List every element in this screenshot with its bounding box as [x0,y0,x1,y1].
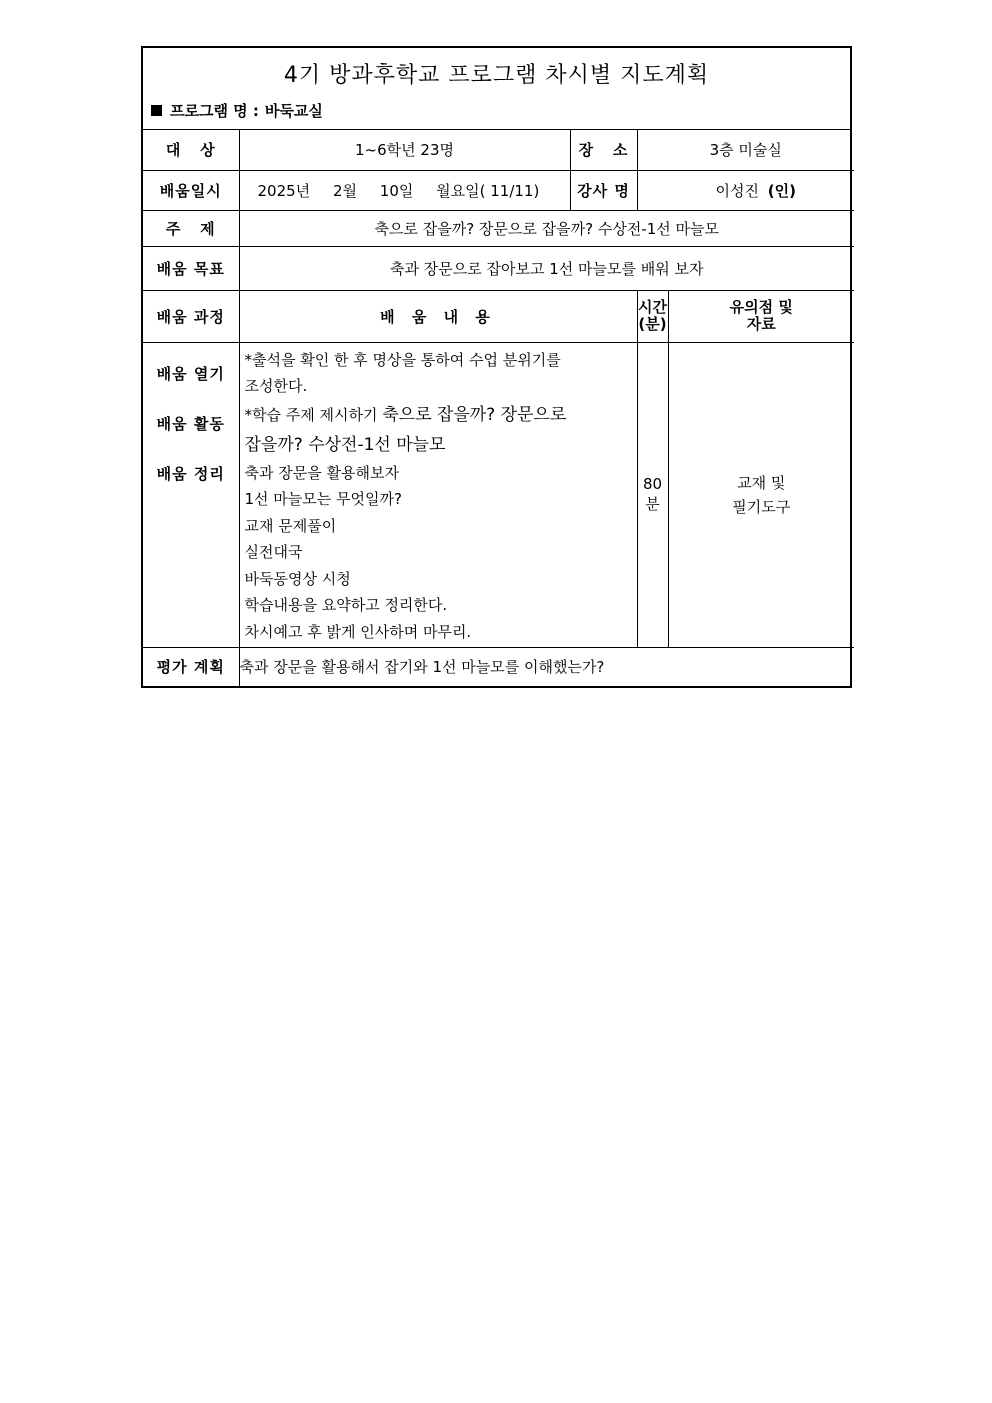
phase-opening: 배움 열기 [156,364,225,383]
phases-cell [143,342,239,648]
content-line: 교재 문제풀이 [244,516,337,535]
instructor-seal: (인) [767,181,796,200]
content-line: 학습내용을 요약하고 정리한다. [244,596,448,614]
title-block [143,48,850,130]
content-line: 실전대국 [244,543,303,561]
notes-header-line2: 자료 [746,315,776,333]
date-day: 10일 [379,181,414,200]
subject-label: 주 제 [143,210,239,246]
lesson-plan-sheet [141,46,852,688]
notes-column-header [668,290,854,342]
notes-value [668,342,854,648]
process-body-row [143,342,854,648]
notes-line1: 교재 및 [737,473,786,492]
target-label: 대 상 [143,130,239,170]
content-line [245,400,633,430]
instructor-name: 이성진 [715,181,759,200]
content-line: 잡을까? 수상전-1선 마늘모 [244,434,446,455]
evaluation-row [143,648,854,686]
date-year: 2025년 [257,181,311,200]
date-label: 배움일시 [143,170,239,210]
date-value [239,170,570,210]
instructor-value [637,170,854,210]
goal-row [143,246,854,290]
target-row [143,130,854,170]
content-line: *출석을 확인 한 후 명상을 통하여 수업 분위기를 [244,350,561,369]
time-column-header [637,290,668,342]
phase-closing: 배움 정리 [156,464,225,483]
notes-header-line1: 유의점 및 [729,298,793,316]
content-line: 축과 장문을 활용해보자 [244,463,399,482]
notes-line2: 필기도구 [732,497,791,516]
target-value: 1~6학년 23명 [239,130,570,170]
time-header-line1: 시간 [638,298,667,316]
date-row [143,170,854,210]
goal-label: 배움 목표 [143,246,239,290]
goal-value: 축과 장문으로 잡아보고 1선 마늘모를 배워 보자 [239,246,854,290]
time-header-line2: (분) [638,315,667,333]
content-line: 1선 마늘모는 무엇일까? [244,490,402,508]
content-line-part: 축으로 잡을까? 장문으로 [382,404,567,425]
place-value: 3층 미술실 [637,130,854,170]
content-column-header: 배 움 내 용 [239,290,637,342]
phase-activity: 배움 활동 [156,414,225,433]
subject-row [143,210,854,246]
program-label: 프로그램 명 : [170,102,259,120]
program-name: 바둑교실 [264,102,323,120]
content-line-part: *학습 주제 제시하기 [244,405,383,424]
content-line: 차시예고 후 밝게 인사하며 마무리. [244,622,472,641]
plan-table [143,130,854,686]
program-line [151,100,323,121]
date-month: 2월 [332,181,357,200]
date-weekday: 월요일( 11/11) [436,181,540,200]
evaluation-label: 평가 계획 [143,648,239,686]
subject-value: 축으로 잡을까? 장문으로 잡을까? 수상전-1선 마늘모 [239,210,854,246]
instructor-label: 강사 명 [570,170,637,210]
content-line: 바둑동영상 시청 [244,569,351,588]
page-title: 4기 방과후학교 프로그램 차시별 지도계획 [283,63,710,88]
process-header-row [143,290,854,342]
bullet-square-icon [151,105,162,116]
time-value: 80분 [637,342,668,648]
content-cell [239,342,637,648]
process-column-header: 배움 과정 [143,290,239,342]
evaluation-value: 축과 장문을 활용해서 잡기와 1선 마늘모를 이해했는가? [239,648,854,686]
content-line: 조성한다. [244,377,308,395]
place-label: 장 소 [570,130,637,170]
